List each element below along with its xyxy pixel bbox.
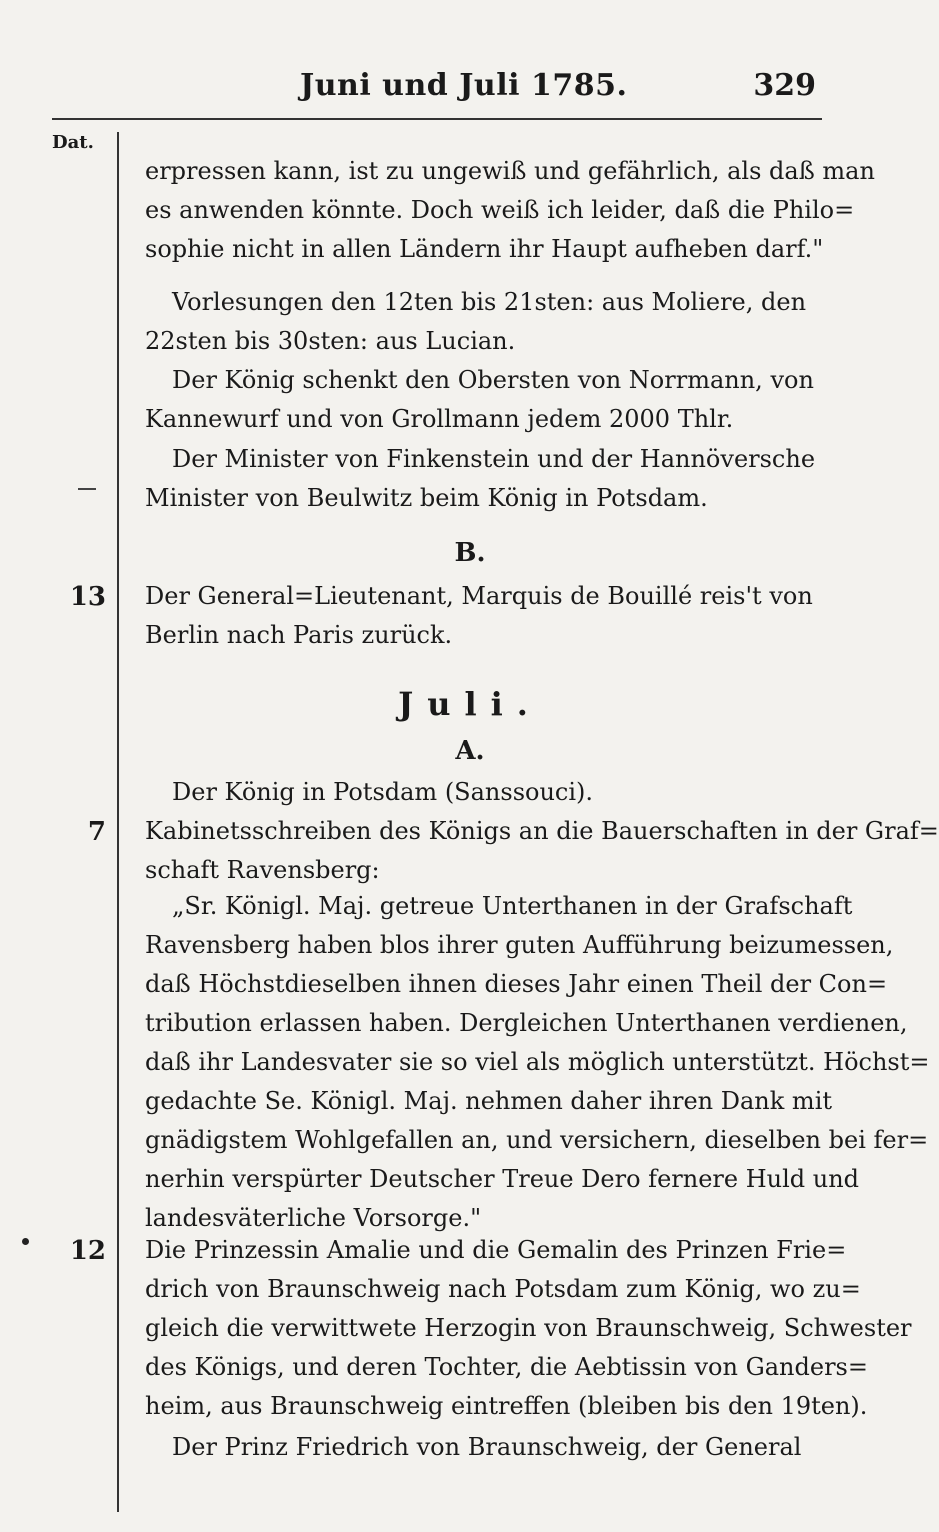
month-heading: Juli. [398,685,542,723]
text-line: Die Prinzessin Amalie und die Gemalin des Prinzen Frie= [145,1236,847,1264]
text-line: es anwenden könnte. Doch weiß ich leider, daß die Philo= [145,196,855,224]
date-12: 12 [69,1236,106,1266]
text-line: Kabinetsschreiben des Königs an die Bauerschaften in der Graf= [145,817,939,845]
text-line: tribution erlassen haben. Dergleichen Unterthanen verdienen, [145,1009,908,1037]
paragraph-block5 [145,577,825,655]
paragraph-block8 [145,1231,912,1426]
text-line: landesväterliche Vorsorge." [145,1204,482,1232]
text-line: sophie nicht in allen Ländern ihr Haupt aufheben darf." [145,235,824,263]
text-line: gedachte Se. Königl. Maj. nehmen daher ihren Dank mit [145,1087,833,1115]
date-column-label: Dat. [52,132,94,153]
paragraph-block6 [145,812,939,890]
page-number: 329 [753,68,816,103]
section-a-heading: A. [455,736,485,766]
text-line: Der Minister von Finkenstein und der Hannöversche [172,445,816,473]
text-line: schaft Ravensberg: [145,856,380,884]
text-line: Der König schenkt den Obersten von Norrmann, von [172,366,814,394]
paragraph-block1 [145,152,875,269]
section-b-heading: B. [454,538,486,568]
text-line: heim, aus Braunschweig eintreffen (bleiben bis den 19ten). [145,1392,868,1420]
running-title: Juni und Juli 1785. [300,68,628,103]
date-7: 7 [87,817,106,847]
text-line: gleich die verwittwete Herzogin von Braunschweig, Schwester [145,1314,912,1342]
text-line: Berlin nach Paris zurück. [145,621,453,649]
text-line: nerhin verspürter Deutscher Treue Dero fernere Huld und [145,1165,860,1193]
margin-dot [22,1238,29,1245]
text-line: des Königs, und deren Tochter, die Aebtissin von Ganders= [145,1353,868,1381]
text-line: Minister von Beulwitz beim König in Potsdam. [145,484,708,512]
header-rule [52,118,822,120]
date-column-rule [117,132,119,1512]
date-13: 13 [69,582,106,612]
text-line: Vorlesungen den 12ten bis 21sten: aus Moliere, den [172,288,807,316]
text-line: daß ihr Landesvater sie so viel als möglich unterstützt. Höchst= [145,1048,930,1076]
paragraph-block9 [172,1428,822,1467]
text-line: gnädigstem Wohlgefallen an, und versichern, dieselben bei fer= [145,1126,929,1154]
text-line: erpressen kann, ist zu ungewiß und gefährlich, als daß man [145,157,875,185]
paragraph-block2 [172,283,822,322]
paragraph-block3 [172,361,822,400]
text-line: „Sr. Königl. Maj. getreue Unterthanen in der Grafschaft [172,892,853,920]
paragraph-block4-cont [145,479,825,518]
margin-dash [78,488,96,490]
page-header [0,68,900,112]
text-line: Kannewurf und von Grollmann jedem 2000 Thlr. [145,405,734,433]
text-line: Der General=Lieutenant, Marquis de Bouillé reis't von [145,582,813,610]
text-line: 22sten bis 30sten: aus Lucian. [145,327,516,355]
king-location [172,773,822,812]
text-line: daß Höchstdieselben ihnen dieses Jahr einen Theil der Con= [145,970,888,998]
paragraph-block4 [172,440,822,479]
text-line: Ravensberg haben blos ihrer guten Aufführung beizumessen, [145,931,894,959]
text-line: Der König in Potsdam (Sanssouci). [172,778,594,806]
text-line: drich von Braunschweig nach Potsdam zum König, wo zu= [145,1275,861,1303]
quote-block [145,926,930,1238]
text-line: Der Prinz Friedrich von Braunschweig, der General [172,1433,802,1461]
paragraph-block2-cont [145,322,825,361]
quote-first-line [172,887,853,926]
paragraph-block3-cont [145,400,825,439]
